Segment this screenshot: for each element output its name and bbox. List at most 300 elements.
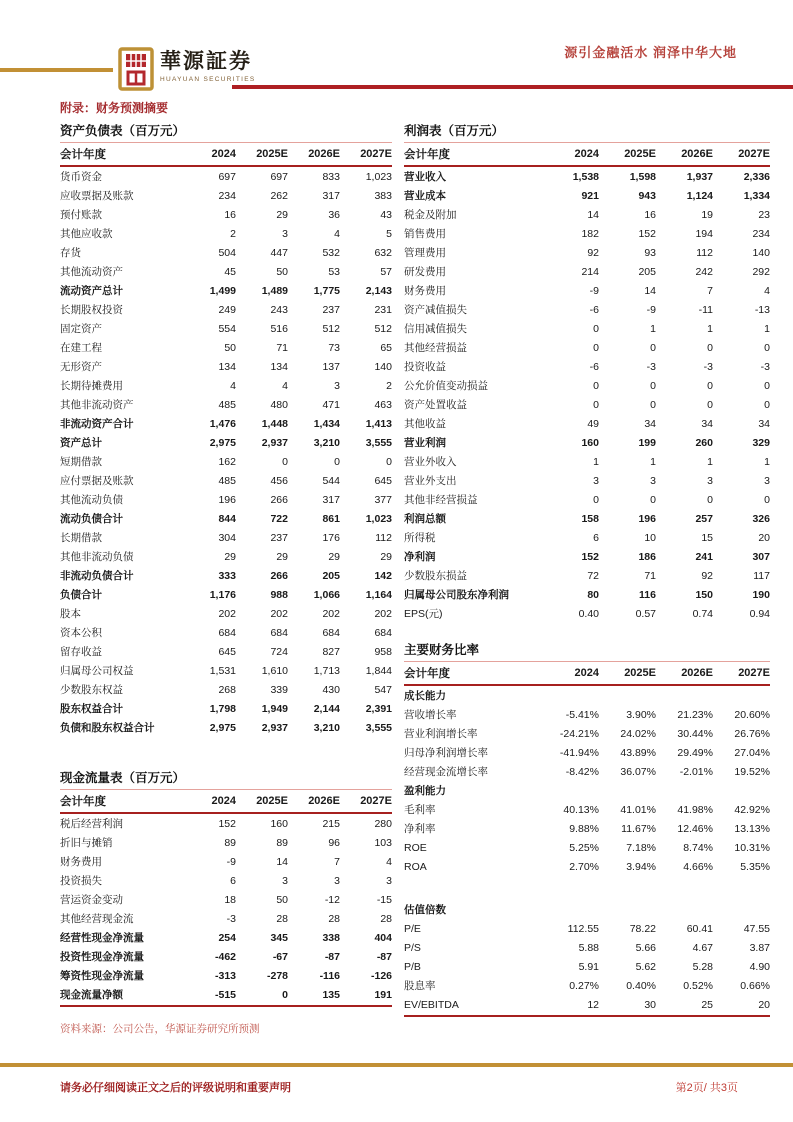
row-value: -13 (754, 303, 770, 316)
row-value: 0.66% (740, 979, 770, 992)
row-value: 117 (753, 569, 770, 582)
row-value: 49 (587, 417, 599, 430)
row-value: 266 (270, 569, 288, 582)
header-year: 2027E (360, 148, 392, 160)
row-value: 134 (218, 360, 236, 373)
row-value: 242 (695, 265, 713, 278)
row-value: 234 (752, 227, 770, 240)
row-value: 0 (707, 379, 713, 392)
row-value: 333 (218, 569, 236, 582)
table-row (60, 890, 392, 909)
row-value: 3,555 (365, 721, 392, 734)
row-value: 14 (587, 208, 599, 221)
table-row (404, 262, 770, 281)
row-value: 3,210 (313, 436, 340, 449)
row-value: 103 (374, 836, 392, 849)
table-bottom-rule (404, 1015, 770, 1017)
row-value: -15 (376, 893, 392, 906)
row-value: 1,610 (261, 664, 288, 677)
row-label: 长期待摊费用 (60, 380, 123, 392)
table-title: 资产负债表（百万元） (60, 124, 186, 138)
table-row (404, 743, 770, 762)
table-row (60, 814, 392, 833)
row-label: 营业利润 (404, 437, 446, 449)
row-value: -87 (376, 950, 392, 963)
row-value: 4.90 (749, 960, 770, 973)
row-label: 流动负债合计 (60, 513, 123, 525)
row-value: 943 (638, 189, 656, 202)
row-value: 0.94 (749, 607, 770, 620)
row-value: 41.98% (677, 803, 713, 816)
table-row (60, 205, 392, 224)
row-value: 116 (639, 588, 656, 601)
row-label: 少数股东损益 (404, 570, 467, 582)
table-row (60, 224, 392, 243)
table-row (404, 509, 770, 528)
row-label: 公允价值变动损益 (404, 380, 488, 392)
row-label: 流动资产总计 (60, 285, 123, 297)
table-row (60, 871, 392, 890)
row-value: 3.94% (626, 860, 656, 873)
row-value: -8.42% (565, 765, 599, 778)
row-value: 152 (581, 550, 599, 563)
row-value: 3 (334, 379, 340, 392)
row-label: 财务费用 (404, 285, 446, 297)
row-value: 329 (752, 436, 770, 449)
row-value: 2,391 (365, 702, 392, 715)
row-value: 34 (758, 417, 770, 430)
header-year-label: 会计年度 (404, 668, 450, 680)
row-label: 毛利率 (404, 804, 436, 816)
table-row (404, 762, 770, 781)
row-value: 266 (270, 493, 288, 506)
row-value: 23 (758, 208, 770, 221)
row-value: -6 (589, 303, 599, 316)
row-value: 10.31% (734, 841, 770, 854)
row-value: 10 (644, 531, 656, 544)
row-value: 29 (380, 550, 392, 563)
row-label: 固定资产 (60, 323, 102, 335)
row-value: 345 (270, 931, 288, 944)
balance-sheet-table (60, 142, 392, 737)
row-value: -67 (272, 950, 288, 963)
row-value: 29 (328, 550, 340, 563)
row-value: 471 (322, 398, 340, 411)
table-row (404, 490, 770, 509)
row-value: -515 (214, 988, 236, 1001)
row-value: 196 (638, 512, 656, 525)
row-value: 12.46% (677, 822, 713, 835)
row-value: 3 (386, 874, 392, 887)
row-value: 1 (593, 455, 599, 468)
row-value: 73 (328, 341, 340, 354)
row-label: 营业成本 (404, 190, 446, 202)
row-value: 234 (218, 189, 236, 202)
table-row (60, 281, 392, 300)
row-value: 2 (230, 227, 236, 240)
row-value: 194 (695, 227, 713, 240)
row-value: 1,499 (209, 284, 236, 297)
row-value: 11.67% (621, 822, 656, 835)
row-label: 税金及附加 (404, 209, 457, 221)
table-row (60, 414, 392, 433)
row-label: ROE (404, 841, 427, 854)
row-value: 724 (270, 645, 288, 658)
header-year-label: 会计年度 (60, 796, 106, 808)
row-value: 254 (218, 931, 236, 944)
row-value: 47.55 (743, 922, 770, 935)
table-row (60, 623, 392, 642)
table-row (404, 452, 770, 471)
table-row (60, 338, 392, 357)
row-value: -11 (698, 303, 713, 316)
row-label: 管理费用 (404, 247, 446, 259)
row-value: 12 (587, 998, 599, 1011)
row-value: 326 (752, 512, 770, 525)
row-value: 292 (752, 265, 770, 278)
table-row (60, 490, 392, 509)
row-value: 2.70% (569, 860, 599, 873)
row-value: 29 (276, 550, 288, 563)
row-label: 估值倍数 (404, 904, 446, 916)
row-label: 其他流动资产 (60, 266, 123, 278)
row-value: 45 (224, 265, 236, 278)
row-value: 140 (752, 246, 770, 259)
row-value: -3 (703, 360, 713, 373)
header-year-label: 会计年度 (60, 149, 106, 161)
row-value: 383 (374, 189, 392, 202)
row-value: 1,434 (313, 417, 340, 430)
row-label: 应收票据及账款 (60, 190, 134, 202)
row-value: 3 (707, 474, 713, 487)
row-value: 205 (638, 265, 656, 278)
left-column (60, 120, 392, 1036)
row-value: 13.13% (734, 822, 770, 835)
row-value: 158 (581, 512, 599, 525)
row-label: 筹资性现金净流量 (60, 970, 144, 982)
row-value: 3,555 (365, 436, 392, 449)
header-year: 2025E (256, 795, 288, 807)
row-value: 1,598 (629, 170, 656, 183)
row-label: P/B (404, 960, 421, 973)
income-statement-table (404, 142, 770, 623)
row-value: 1,023 (365, 512, 392, 525)
row-value: 29 (224, 550, 236, 563)
table-row (60, 319, 392, 338)
row-value: -87 (324, 950, 340, 963)
table-row (404, 395, 770, 414)
row-value: 3 (334, 874, 340, 887)
row-label: 少数股东权益 (60, 684, 123, 696)
table-row (60, 585, 392, 604)
row-value: 2,143 (365, 284, 392, 297)
row-label: 其他非经营损益 (404, 494, 478, 506)
row-value: 3 (282, 874, 288, 887)
table-row (60, 985, 392, 1004)
row-value: 0.40% (626, 979, 656, 992)
row-value: 50 (276, 893, 288, 906)
row-value: -6 (589, 360, 599, 373)
row-value: -126 (370, 969, 392, 982)
row-value: 0 (650, 341, 656, 354)
header-year: 2024 (211, 795, 236, 807)
table-row (60, 661, 392, 680)
table-row (60, 357, 392, 376)
row-value: 1,023 (365, 170, 392, 183)
table-row (404, 857, 770, 876)
row-value: 632 (374, 246, 392, 259)
row-value: 57 (380, 265, 392, 278)
row-label: 其他非流动负债 (60, 551, 134, 563)
row-value: 50 (276, 265, 288, 278)
row-value: 827 (322, 645, 340, 658)
header-year: 2024 (574, 148, 599, 160)
row-value: -462 (214, 950, 236, 963)
row-value: 7.18% (626, 841, 656, 854)
row-value: 0.52% (683, 979, 713, 992)
row-value: 80 (587, 588, 599, 601)
table-header-row (404, 661, 770, 686)
row-value: 196 (218, 493, 236, 506)
row-value: 0 (764, 379, 770, 392)
header-year: 2025E (624, 667, 656, 679)
row-value: 214 (581, 265, 599, 278)
row-value: 134 (270, 360, 288, 373)
table-row (60, 433, 392, 452)
row-value: 152 (638, 227, 656, 240)
row-value: 202 (322, 607, 340, 620)
row-value: 20 (758, 531, 770, 544)
row-value: 5 (386, 227, 392, 240)
row-value: 0.74 (692, 607, 713, 620)
row-value: 112 (696, 246, 713, 259)
table-row (60, 376, 392, 395)
row-label: 其他收益 (404, 418, 446, 430)
row-value: 30 (644, 998, 656, 1011)
row-value: 0.57 (635, 607, 656, 620)
row-value: 1,124 (686, 189, 713, 202)
row-value: 262 (270, 189, 288, 202)
table-subsection-row (404, 781, 770, 800)
row-value: -5.41% (565, 708, 599, 721)
row-label: 货币资金 (60, 171, 102, 183)
row-value: 43 (380, 208, 392, 221)
table-subsection-row (404, 686, 770, 705)
table-row (404, 528, 770, 547)
table-row (60, 947, 392, 966)
row-value: -3 (226, 912, 236, 925)
row-label: 无形资产 (60, 361, 102, 373)
row-label: 营业收入 (404, 171, 446, 183)
page-number: 第2页/ 共3页 (675, 1082, 738, 1094)
row-label: 折旧与摊销 (60, 837, 113, 849)
table-row (404, 281, 770, 300)
row-value: 205 (322, 569, 340, 582)
table-row (404, 800, 770, 819)
row-value: 25 (701, 998, 713, 1011)
row-value: 516 (270, 322, 288, 335)
row-value: 0 (650, 493, 656, 506)
table-row (60, 528, 392, 547)
row-value: -9 (226, 855, 236, 868)
row-value: 60.41 (686, 922, 713, 935)
row-value: 958 (374, 645, 392, 658)
row-label: 资产减值损失 (404, 304, 467, 316)
row-value: 684 (270, 626, 288, 639)
row-value: 317 (322, 493, 340, 506)
row-value: 96 (328, 836, 340, 849)
row-value: 19.52% (734, 765, 770, 778)
row-value: 24.02% (620, 727, 656, 740)
row-value: -9 (646, 303, 656, 316)
row-label: 股东权益合计 (60, 703, 123, 715)
row-value: 5.91 (578, 960, 599, 973)
row-value: 36.07% (620, 765, 656, 778)
table-row (404, 338, 770, 357)
header-year: 2025E (624, 148, 656, 160)
row-value: 512 (374, 322, 392, 335)
row-label: 营业外支出 (404, 475, 457, 487)
row-value: 2,144 (313, 702, 340, 715)
row-label: 股息率 (404, 980, 436, 992)
row-value: 304 (218, 531, 236, 544)
row-value: 2,975 (209, 721, 236, 734)
row-value: 3 (650, 474, 656, 487)
row-value: 554 (218, 322, 236, 335)
row-label: 所得税 (404, 532, 436, 544)
header-year: 2025E (256, 148, 288, 160)
row-value: 532 (322, 246, 340, 259)
row-value: 1,538 (572, 170, 599, 183)
table-row (60, 243, 392, 262)
table-row (404, 224, 770, 243)
row-value: 1,448 (261, 417, 288, 430)
table-row (60, 566, 392, 585)
row-label: 净利率 (404, 823, 436, 835)
row-label: 应付票据及账款 (60, 475, 134, 487)
row-label: 非流动资产合计 (60, 418, 134, 430)
row-value: 4 (764, 284, 770, 297)
row-value: 0 (707, 341, 713, 354)
row-label: 投资性现金净流量 (60, 951, 144, 963)
row-label: EPS(元) (404, 608, 443, 620)
table-row (404, 976, 770, 995)
table-row (404, 319, 770, 338)
row-value: 186 (638, 550, 656, 563)
header-year: 2026E (681, 148, 713, 160)
row-value: 377 (374, 493, 392, 506)
row-value: 5.66 (635, 941, 656, 954)
table-row (404, 604, 770, 623)
table-row (404, 819, 770, 838)
row-value: -9 (589, 284, 599, 297)
row-value: 5.28 (692, 960, 713, 973)
row-value: 485 (218, 398, 236, 411)
row-value: 5.25% (569, 841, 599, 854)
row-value: 92 (701, 569, 713, 582)
row-value: 20 (758, 998, 770, 1011)
table-row (404, 724, 770, 743)
row-value: 53 (328, 265, 340, 278)
table-row (60, 718, 392, 737)
table-row (404, 205, 770, 224)
row-value: 0 (593, 398, 599, 411)
row-value: 833 (322, 170, 340, 183)
row-value: 0 (764, 341, 770, 354)
row-label: 营业外收入 (404, 456, 457, 468)
row-label: 净利润 (404, 551, 436, 563)
row-value: 0 (593, 379, 599, 392)
table-title: 主要财务比率 (404, 643, 480, 657)
row-label: 投资收益 (404, 361, 446, 373)
row-value: 0 (707, 398, 713, 411)
row-value: 260 (695, 436, 713, 449)
row-value: 16 (644, 208, 656, 221)
table-row (60, 928, 392, 947)
table-row (404, 357, 770, 376)
row-label: 利润总额 (404, 513, 446, 525)
row-value: 241 (695, 550, 713, 563)
row-value: 1 (707, 322, 713, 335)
table-row (60, 852, 392, 871)
row-value: 697 (270, 170, 288, 183)
row-value: 199 (638, 436, 656, 449)
row-value: 4.67 (692, 941, 713, 954)
row-value: -278 (266, 969, 288, 982)
row-value: 0 (386, 455, 392, 468)
row-value: 152 (218, 817, 236, 830)
table-row (60, 604, 392, 623)
header-year: 2027E (738, 148, 770, 160)
row-value: 34 (701, 417, 713, 430)
row-label: 经营现金流增长率 (404, 766, 488, 778)
row-label: ROA (404, 860, 427, 873)
row-value: 1,413 (365, 417, 392, 430)
row-value: 5.62 (635, 960, 656, 973)
row-value: 2,336 (743, 170, 770, 183)
table-row (60, 909, 392, 928)
table-row (60, 167, 392, 186)
row-label: EV/EBITDA (404, 998, 459, 1011)
row-value: 72 (587, 569, 599, 582)
row-value: 3,210 (313, 721, 340, 734)
row-value: 1,334 (743, 189, 770, 202)
row-label: 股本 (60, 608, 81, 620)
row-value: 2 (386, 379, 392, 392)
row-value: 338 (322, 931, 340, 944)
row-value: 268 (218, 683, 236, 696)
right-column (404, 120, 770, 1036)
table-row (404, 957, 770, 976)
row-value: 89 (276, 836, 288, 849)
source-note: 资料来源：公司公告，华源证券研究所预测 (60, 1023, 260, 1035)
row-value: 697 (218, 170, 236, 183)
row-value: 4.66% (683, 860, 713, 873)
row-value: 512 (322, 322, 340, 335)
row-value: 78.22 (629, 922, 656, 935)
row-value: 722 (270, 512, 288, 525)
table-header-row (404, 142, 770, 167)
row-value: 307 (752, 550, 770, 563)
row-label: 税后经营利润 (60, 818, 123, 830)
row-value: 447 (270, 246, 288, 259)
row-value: 34 (644, 417, 656, 430)
row-label: 营业利润增长率 (404, 728, 478, 740)
row-value: -12 (324, 893, 340, 906)
table-subsection-row (404, 900, 770, 919)
row-value: 9.88% (569, 822, 599, 835)
row-label: 财务费用 (60, 856, 102, 868)
